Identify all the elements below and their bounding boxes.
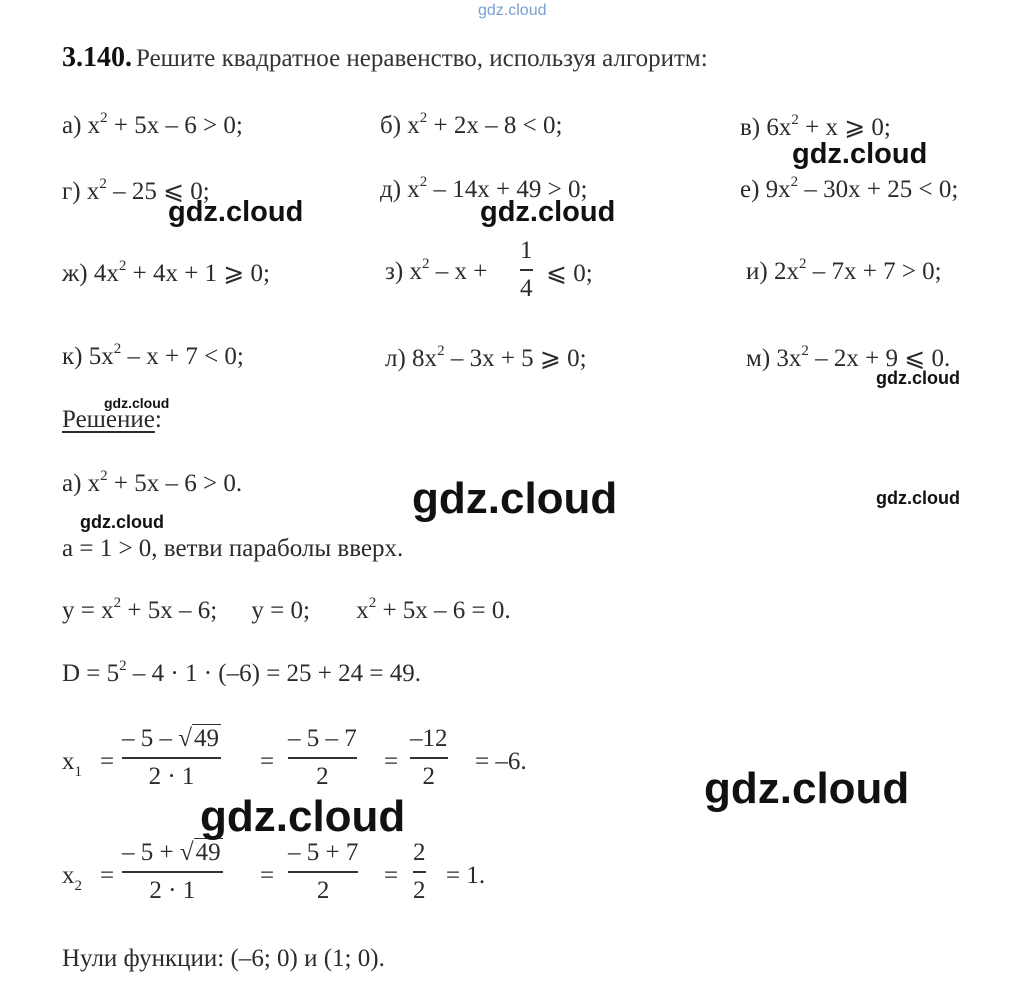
watermark: gdz.cloud — [704, 764, 910, 813]
x2-fraction-2: – 5 + 7 2 — [288, 839, 359, 904]
x1-label: $x_1$ — [62, 748, 82, 780]
watermark: gdz.cloud — [480, 196, 616, 228]
problem-statement: Решите квадратное неравенство, используя алгоритм: — [136, 45, 708, 72]
task-k: к) $5x^2 - x + 7 < 0$; — [62, 341, 244, 370]
fraction-denominator: 4 — [520, 274, 533, 302]
watermark: gdz.cloud — [412, 474, 618, 523]
solution-coefficient-line: a = 1 > 0, ветви параболы вверх. — [62, 535, 404, 562]
sqrt-icon: √ — [178, 725, 192, 752]
x2-fraction-1: – 5 + √49 2 · 1 — [122, 839, 221, 904]
x1-fraction-3: –12 2 — [410, 725, 448, 790]
task-z-fraction — [520, 236, 533, 304]
watermark: gdz.cloud — [876, 488, 960, 508]
x2-label: $x_2$ — [62, 862, 82, 894]
solution-discriminant: $D = 5^2 - 4 \cdot 1 \cdot (-6) = 25 + 24 = 49$. — [62, 658, 422, 687]
fraction-numerator: 1 — [520, 237, 533, 264]
x1-equals-3: = — [384, 748, 399, 775]
task-m: м) $3x^2 - 2x + 9$ ⩽ 0. — [746, 343, 951, 372]
watermark: gdz.cloud — [200, 792, 406, 841]
task-b: б) $x^2 + 2x - 8 < 0$; — [380, 110, 563, 139]
x1-result: = –6. — [475, 748, 527, 775]
watermark-top: gdz.cloud — [478, 2, 547, 19]
x2-fraction-3: 2 2 — [413, 839, 426, 904]
solution-function-line: $y = x^2 + 5x - 6$; y = 0; $x^2 + 5x - 6 = 0$. — [62, 595, 511, 624]
x1-equals: = — [100, 748, 115, 775]
task-g: г) $x^2 - 25$ ⩽ 0; — [62, 176, 210, 205]
task-d: д) $x^2 - 14x + 49 > 0$; — [380, 174, 588, 203]
function-zeros: Нули функции: (–6; 0) и (1; 0). — [62, 945, 385, 972]
problem-heading — [62, 42, 708, 74]
watermark: gdz.cloud — [792, 138, 928, 170]
solution-inequality: а) $x^2 + 5x - 6 > 0$. — [62, 468, 243, 497]
solution-heading: Решение: — [62, 406, 162, 433]
x2-equals: = — [100, 862, 115, 889]
task-i: и) $2x^2 - 7x + 7 > 0$; — [746, 256, 942, 285]
task-z: з) $x^2$ – x + — [385, 256, 488, 285]
fraction-bar — [520, 269, 533, 271]
sqrt-icon: √ — [179, 839, 194, 866]
x2-equals-2: = — [260, 862, 275, 889]
task-l: л) $8x^2 - 3x + 5$ ⩾ 0; — [385, 343, 587, 372]
x1-equals-2: = — [260, 748, 275, 775]
watermark: gdz.cloud — [876, 368, 960, 388]
x2-result: = 1. — [446, 862, 486, 889]
task-e: е) $9x^2 - 30x + 25 < 0$; — [740, 174, 959, 203]
x1-fraction-1: – 5 – √49 2 · 1 — [122, 725, 219, 790]
task-z-end: ⩽ 0; — [546, 260, 593, 287]
task-v: в) $6x^2 + x$ ⩾ 0; — [740, 112, 891, 141]
watermark: gdz.cloud — [104, 395, 170, 411]
problem-number: 3.140. — [62, 42, 132, 73]
x1-fraction-2: – 5 – 7 2 — [288, 725, 357, 790]
watermark: gdz.cloud — [168, 196, 304, 228]
task-a: а) $x^2 + 5x - 6 > 0$; — [62, 110, 243, 139]
x2-equals-3: = — [384, 862, 399, 889]
watermark: gdz.cloud — [80, 512, 164, 532]
task-zh: ж) $4x^2 + 4x + 1$ ⩾ 0; — [62, 258, 270, 287]
